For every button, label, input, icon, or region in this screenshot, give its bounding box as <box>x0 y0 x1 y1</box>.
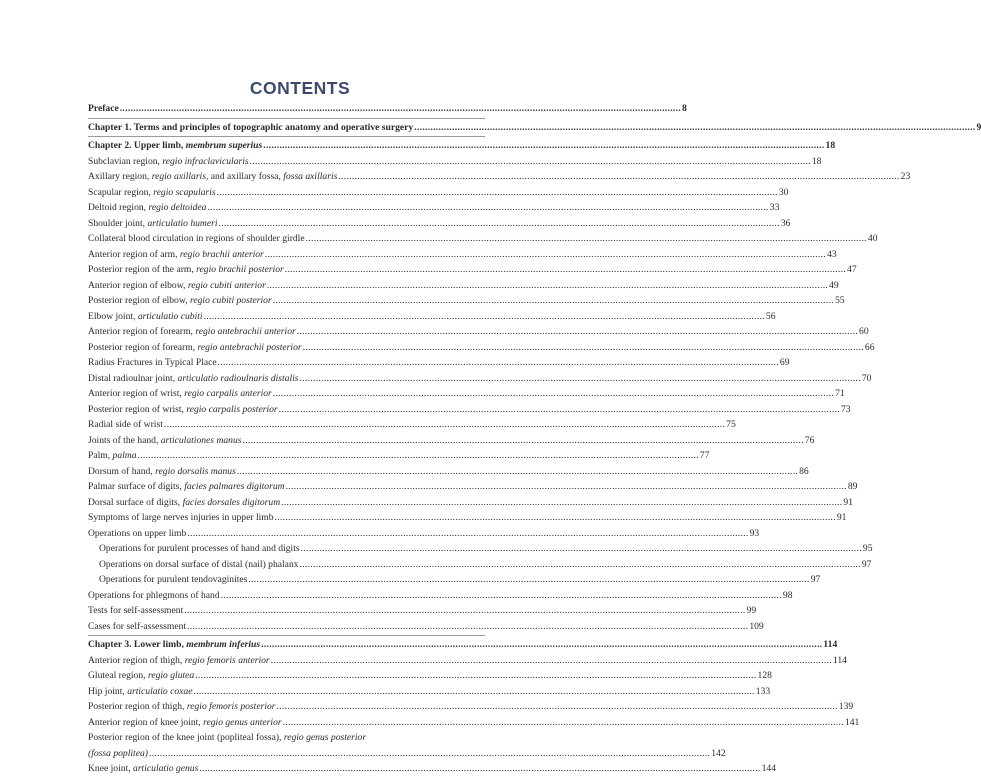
dot-leader <box>271 653 832 669</box>
entry-latin-term: membrum superius <box>186 140 263 151</box>
page-number: 18 <box>826 138 836 154</box>
entry-line <box>88 730 485 746</box>
entry-title <box>88 417 163 433</box>
toc-entry[interactable] <box>88 402 485 418</box>
entry-title <box>88 120 413 136</box>
entry-latin-term: regio cubiti anterior <box>188 280 266 291</box>
toc-entry[interactable] <box>88 448 485 464</box>
entry-title <box>88 402 278 418</box>
toc-entry[interactable] <box>88 101 485 117</box>
toc-entry[interactable] <box>88 495 485 511</box>
page-number: 142 <box>711 746 725 762</box>
entry-latin-term: regio deltoidea <box>148 202 206 213</box>
entry-latin-term: regio brachii anterior <box>180 249 264 260</box>
toc-entry[interactable] <box>88 340 485 356</box>
entry-title-text: Chapter 2. Upper limb, <box>88 140 186 151</box>
dot-leader <box>204 309 765 325</box>
entry-title <box>88 216 218 232</box>
page-number: 77 <box>700 448 710 464</box>
entry-latin-term: (fossa poplitea) <box>88 746 148 762</box>
entry-title <box>88 169 337 185</box>
dot-leader <box>217 185 778 201</box>
toc-entry[interactable] <box>88 526 485 542</box>
entry-title <box>88 185 216 201</box>
page-number: 128 <box>758 668 772 684</box>
dot-leader <box>138 448 699 464</box>
entry-title <box>88 684 192 700</box>
page-number: 93 <box>750 526 760 542</box>
entry-title-text: Distal radioulnar joint, <box>88 373 178 384</box>
toc-entry[interactable] <box>88 653 485 669</box>
dot-leader <box>250 154 811 170</box>
toc-entry[interactable] <box>88 603 485 619</box>
entry-title <box>88 278 266 294</box>
entry-title-text: Radial side of wrist <box>88 419 163 430</box>
dot-leader <box>273 386 834 402</box>
page-number: 75 <box>726 417 736 433</box>
entry-latin-term: palma <box>113 450 137 461</box>
entry-title <box>88 715 282 731</box>
entry-latin-term: articulatio humeri <box>147 218 217 229</box>
dot-leader <box>286 479 847 495</box>
entry-latin-term: facies dorsales digitorum <box>183 497 281 508</box>
toc-entry[interactable] <box>88 185 485 201</box>
dot-leader <box>303 340 864 356</box>
section-divider <box>88 635 485 636</box>
toc-entry[interactable] <box>88 510 485 526</box>
entry-title-text: Gluteal region, <box>88 670 148 681</box>
table-of-contents <box>88 101 485 777</box>
page-number: 66 <box>865 340 875 356</box>
dot-leader <box>243 433 804 449</box>
toc-entry[interactable] <box>88 154 485 170</box>
entry-title-text: Palm, <box>88 450 113 461</box>
dot-leader <box>297 324 858 340</box>
entry-line <box>88 746 485 762</box>
entry-title-text: Scapular region, <box>88 187 153 198</box>
dot-leader <box>279 402 840 418</box>
page-number: 55 <box>835 293 845 309</box>
entry-title-text: Cases for self-assessment <box>88 621 186 632</box>
entry-latin-term: regio brachii posterior <box>196 264 284 275</box>
toc-entry[interactable] <box>88 386 485 402</box>
entry-latin-term: articulatio coxae <box>127 686 192 697</box>
page-number: 9 <box>977 120 981 136</box>
entry-title-text: Chapter 3. Lower limb, <box>88 639 186 650</box>
dot-leader <box>193 684 754 700</box>
entry-title <box>88 668 194 684</box>
page-number: 97 <box>862 557 872 573</box>
dot-leader <box>306 231 867 247</box>
entry-title <box>88 526 186 542</box>
dot-leader <box>414 120 975 136</box>
entry-title-text: Chapter 1. Terms and principles of topographic anatomy and operative surgery <box>88 122 413 133</box>
entry-latin-term: articulationes manus <box>161 435 242 446</box>
page-number: 30 <box>779 185 789 201</box>
entry-title-text: Elbow joint, <box>88 311 138 322</box>
toc-entry[interactable] <box>88 479 485 495</box>
dot-leader <box>338 169 899 185</box>
entry-title <box>88 138 262 154</box>
entry-latin-term: regio glutea <box>148 670 194 681</box>
dot-leader <box>199 761 760 777</box>
entry-title <box>88 200 206 216</box>
entry-latin-term: regio axillaris, <box>152 171 209 182</box>
entry-latin-term: regio antebrachii posterior <box>198 342 302 353</box>
entry-title <box>88 247 264 263</box>
entry-latin-term: regio dorsalis manus <box>155 466 236 477</box>
dot-leader <box>261 637 822 653</box>
entry-title-text: Collateral blood circulation in regions of shoulder girdle <box>88 233 305 244</box>
entry-title-text: Operations on upper limb <box>88 528 186 539</box>
entry-title-text: Anterior region of arm, <box>88 249 180 260</box>
page-number: 139 <box>839 699 853 715</box>
entry-title-text: Posterior region of forearm, <box>88 342 198 353</box>
dot-leader <box>120 101 681 117</box>
entry-latin-term: regio antebrachii anterior <box>195 326 295 337</box>
page-number: 89 <box>848 479 858 495</box>
entry-title <box>88 324 296 340</box>
entry-title <box>88 732 366 743</box>
entry-title-text: Operations for purulent tendovaginites <box>99 574 247 585</box>
dot-leader <box>300 557 861 573</box>
page-number: 33 <box>770 200 780 216</box>
toc-entry[interactable] <box>88 715 485 731</box>
page-number: 47 <box>847 262 857 278</box>
entry-title-text: Operations on dorsal surface of distal (nail) phalanx <box>99 559 299 570</box>
entry-title-text: Posterior region of thigh, <box>88 701 187 712</box>
toc-entry[interactable] <box>88 730 485 761</box>
dot-leader <box>273 293 834 309</box>
toc-entry[interactable] <box>88 231 485 247</box>
entry-latin-term: regio carpalis posterior <box>186 404 277 415</box>
entry-latin-term: fossa axillaris <box>283 171 337 182</box>
entry-title-text: Symptoms of large nerves injuries in upper limb <box>88 512 274 523</box>
entry-title <box>88 637 260 653</box>
toc-entry[interactable] <box>88 120 485 136</box>
page-number: 95 <box>863 541 873 557</box>
dot-leader <box>301 541 862 557</box>
entry-latin-term: articulatio radioulnaris distalis <box>178 373 299 384</box>
dot-leader <box>265 247 826 263</box>
entry-title-text: and axillary fossa, <box>208 171 283 182</box>
entry-title-text: Anterior region of forearm, <box>88 326 195 337</box>
toc-entry[interactable] <box>88 247 485 263</box>
dot-leader <box>237 464 798 480</box>
entry-title-text: Radius Fractures in Typical Place <box>88 357 217 368</box>
entry-title <box>99 572 247 588</box>
page-number: 56 <box>766 309 776 325</box>
page-number: 109 <box>749 619 763 635</box>
entry-latin-term: facies palmares digitorum <box>184 481 284 492</box>
entry-title <box>88 699 276 715</box>
entry-latin-term: membrum inferius <box>186 639 260 650</box>
entry-title <box>88 603 183 619</box>
entry-title-text: Knee joint, <box>88 763 133 774</box>
entry-title <box>88 231 305 247</box>
entry-title <box>88 495 280 511</box>
page-number: 76 <box>805 433 815 449</box>
toc-entry[interactable] <box>88 684 485 700</box>
entry-latin-term: regio genus posterior <box>284 732 366 743</box>
page-number: 114 <box>823 637 837 653</box>
toc-entry[interactable] <box>88 293 485 309</box>
dot-leader <box>283 715 844 731</box>
dot-leader <box>219 216 780 232</box>
entry-title-text: Dorsal surface of digits, <box>88 497 183 508</box>
entry-title-text: Posterior region of the knee joint (popliteal fossa), <box>88 732 284 743</box>
entry-latin-term: articulatio genus <box>133 763 198 774</box>
page-number: 86 <box>799 464 809 480</box>
entry-title <box>88 371 299 387</box>
dot-leader <box>275 510 836 526</box>
entry-title <box>88 293 272 309</box>
entry-title <box>88 433 242 449</box>
page-number: 43 <box>827 247 837 263</box>
section-divider <box>88 118 485 119</box>
entry-title-text: Hip joint, <box>88 686 127 697</box>
entry-title-text: Anterior region of thigh, <box>88 655 185 666</box>
entry-title <box>88 262 284 278</box>
entry-title <box>88 340 302 356</box>
entry-title <box>99 541 300 557</box>
toc-entry[interactable] <box>88 668 485 684</box>
toc-entry[interactable] <box>88 588 485 604</box>
page-number: 133 <box>756 684 770 700</box>
toc-entry[interactable] <box>88 417 485 433</box>
page-number: 18 <box>812 154 822 170</box>
page-number: 91 <box>843 495 853 511</box>
entry-title-text: Anterior region of wrist, <box>88 388 184 399</box>
entry-title-text: Operations for phlegmons of hand <box>88 590 220 601</box>
page-number: 69 <box>780 355 790 371</box>
entry-title-text: Posterior region of the arm, <box>88 264 196 275</box>
toc-entry[interactable] <box>88 699 485 715</box>
toc-entry[interactable] <box>88 262 485 278</box>
toc-entry[interactable] <box>88 637 485 653</box>
entry-title <box>88 355 217 371</box>
toc-entry[interactable] <box>88 355 485 371</box>
entry-title-text: Posterior region of wrist, <box>88 404 186 415</box>
entry-title-text: Axillary region, <box>88 171 152 182</box>
dot-leader <box>277 699 838 715</box>
entry-latin-term: regio carpalis anterior <box>184 388 272 399</box>
page-number: 40 <box>868 231 878 247</box>
dot-leader <box>263 138 824 154</box>
toc-entry[interactable] <box>88 541 485 557</box>
page-number: 91 <box>837 510 847 526</box>
entry-title <box>88 101 119 117</box>
entry-title-text: Operations for purulent processes of hand and digits <box>99 543 300 554</box>
page-title: CONTENTS <box>0 78 600 99</box>
dot-leader <box>187 526 748 542</box>
page-number: 70 <box>862 371 872 387</box>
dot-leader <box>187 619 748 635</box>
toc-entry[interactable] <box>88 324 485 340</box>
dot-leader <box>285 262 846 278</box>
toc-entry[interactable] <box>88 169 485 185</box>
entry-title-text: Shoulder joint, <box>88 218 147 229</box>
page-number: 144 <box>762 761 776 777</box>
page-number: 71 <box>835 386 845 402</box>
dot-leader <box>149 746 710 762</box>
entry-title <box>88 588 220 604</box>
dot-leader <box>248 572 809 588</box>
entry-title-text: Preface <box>88 103 119 114</box>
page-number: 8 <box>682 101 687 117</box>
toc-entry[interactable] <box>88 200 485 216</box>
entry-latin-term: regio infraclavicularis <box>162 156 248 167</box>
page-number: 99 <box>747 603 757 619</box>
toc-entry[interactable] <box>88 619 485 635</box>
page-number: 73 <box>841 402 851 418</box>
toc-entry[interactable] <box>88 464 485 480</box>
dot-leader <box>218 355 779 371</box>
entry-title <box>88 464 236 480</box>
dot-leader <box>207 200 768 216</box>
toc-entry[interactable] <box>88 557 485 573</box>
page-number: 98 <box>783 588 793 604</box>
toc-entry[interactable] <box>88 309 485 325</box>
entry-title-text: Deltoid region, <box>88 202 148 213</box>
entry-title-text: Joints of the hand, <box>88 435 161 446</box>
entry-title-text: Posterior region of elbow, <box>88 295 190 306</box>
entry-latin-term: regio genus anterior <box>203 717 282 728</box>
entry-title <box>88 510 274 526</box>
dot-leader <box>300 371 861 387</box>
entry-latin-term: regio cubiti posterior <box>190 295 272 306</box>
toc-entry[interactable] <box>88 371 485 387</box>
dot-leader <box>281 495 842 511</box>
dot-leader <box>195 668 756 684</box>
page-number: 114 <box>833 653 847 669</box>
dot-leader <box>267 278 828 294</box>
dot-leader <box>184 603 745 619</box>
entry-title <box>88 154 249 170</box>
entry-title <box>99 557 299 573</box>
entry-title <box>88 448 137 464</box>
entry-latin-term: articulatio cubiti <box>138 311 203 322</box>
entry-title-text: Palmar surface of digits, <box>88 481 184 492</box>
entry-title <box>88 761 198 777</box>
entry-latin-term: regio femoris posterior <box>187 701 276 712</box>
entry-latin-term: regio scapularis <box>153 187 215 198</box>
dot-leader <box>164 417 725 433</box>
entry-title <box>88 479 285 495</box>
entry-title-text: Subclavian region, <box>88 156 162 167</box>
toc-entry[interactable] <box>88 216 485 232</box>
toc-entry[interactable] <box>88 278 485 294</box>
toc-entry[interactable] <box>88 138 485 154</box>
toc-entry[interactable] <box>88 572 485 588</box>
entry-title-text: Dorsum of hand, <box>88 466 155 477</box>
page-number: 141 <box>845 715 859 731</box>
page-number: 36 <box>781 216 791 232</box>
page-number: 49 <box>829 278 839 294</box>
entry-title <box>88 386 272 402</box>
page-number: 97 <box>811 572 821 588</box>
entry-title-text: Anterior region of knee joint, <box>88 717 203 728</box>
entry-title-text: Tests for self-assessment <box>88 605 183 616</box>
page-number: 23 <box>901 169 911 185</box>
section-divider <box>88 136 485 137</box>
toc-entry[interactable] <box>88 761 485 777</box>
entry-title <box>88 653 270 669</box>
entry-title <box>88 309 203 325</box>
toc-entry[interactable] <box>88 433 485 449</box>
entry-latin-term: regio femoris anterior <box>185 655 270 666</box>
entry-title <box>88 619 186 635</box>
page-number: 60 <box>859 324 869 340</box>
dot-leader <box>221 588 782 604</box>
entry-title-text: Anterior region of elbow, <box>88 280 188 291</box>
